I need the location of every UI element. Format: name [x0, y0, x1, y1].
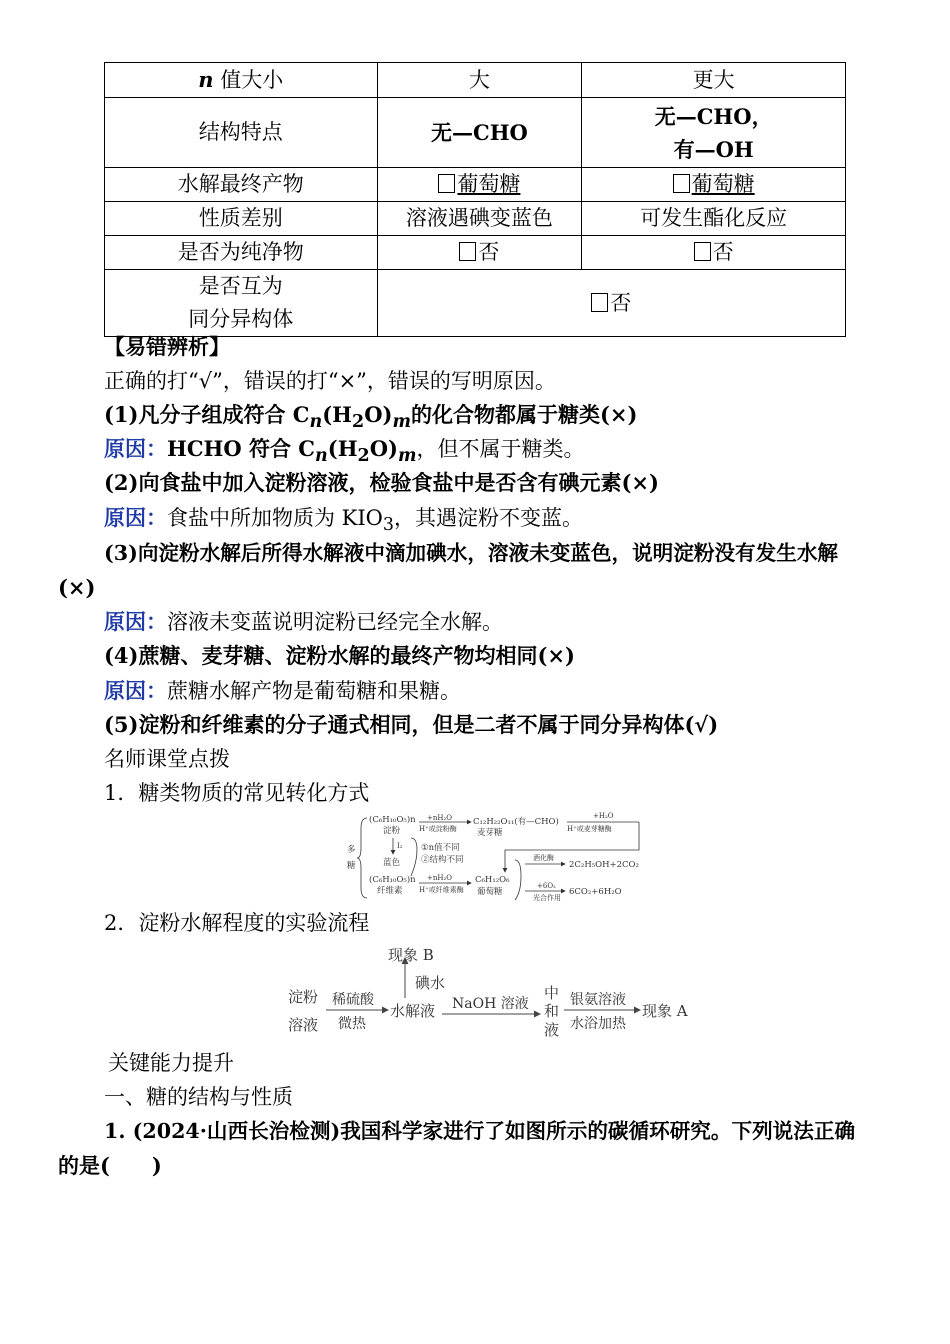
iodine-label: I₂: [397, 842, 403, 850]
text: ，但不属于糖类。: [416, 437, 585, 461]
blue-label: 蓝色: [383, 858, 401, 868]
table-cell: 无—CHO: [377, 98, 582, 168]
answer-box-icon: [694, 242, 711, 261]
ferment-product: 2C₂H₅OH+2CO₂: [569, 860, 639, 870]
table-cell: [582, 168, 846, 202]
subscript: 3: [382, 515, 395, 536]
photo-top: +6O₂: [537, 882, 556, 890]
subscript: m: [397, 446, 417, 467]
phenomenon-a: 现象 A: [642, 1002, 688, 1020]
subscript: n: [315, 446, 328, 467]
duo-label: 多: [347, 845, 356, 855]
table-row: [105, 63, 846, 98]
subscript: n: [309, 412, 323, 433]
cell-line: 是否互为: [198, 274, 283, 298]
reason-1: [104, 434, 585, 471]
table-row: [105, 202, 846, 236]
table-cell: 水解最终产物: [105, 168, 378, 202]
table-cell: 性质差别: [105, 202, 378, 236]
cond2-bottom: H⁺或麦芽糖酶: [567, 825, 612, 833]
error-section-title: 【易错辨析】: [104, 334, 230, 359]
section-heading-2: 2．淀粉水解程度的实验流程: [104, 911, 370, 935]
bracket-icon: [515, 860, 521, 900]
cellulose-formula: (C₆H₁₀O₅)n: [369, 875, 416, 885]
table-cell: 可发生酯化反应: [582, 202, 846, 236]
acid-label: 稀硫酸: [332, 992, 374, 1008]
answer-text: 否: [712, 240, 734, 264]
table-cell: [582, 236, 846, 270]
brace-icon: [357, 818, 367, 898]
answer-box-icon: [591, 293, 608, 312]
answer-box-icon: [459, 242, 476, 261]
text: O): [369, 436, 398, 461]
neutral-char-1: 中: [544, 984, 560, 1002]
ferment-label: 酒化酶: [533, 854, 554, 862]
solution-text: 溶液: [288, 1016, 319, 1034]
subscript: m: [392, 412, 411, 433]
neutral-char-2: 和: [544, 1002, 560, 1020]
water-bath-label: 水浴加热: [570, 1016, 626, 1032]
comparison-table: [104, 62, 846, 337]
naoh-label: NaOH 溶液: [452, 996, 529, 1012]
ability-subtitle: 一、糖的结构与性质: [104, 1085, 293, 1109]
photo-product: 6CO₂+6H₂O: [569, 887, 622, 897]
question-1-line-2: 的是( ): [58, 1153, 162, 1178]
n-symbol: n: [198, 67, 214, 92]
cond1-bottom: H⁺或淀粉酶: [419, 825, 457, 833]
cond1-top: +nH₂O: [427, 814, 453, 822]
table-cell: [582, 98, 846, 168]
phenomenon-b: 现象 B: [388, 946, 434, 964]
table-row: [105, 236, 846, 270]
reason-2: [104, 503, 583, 540]
error-item-3-cont: (×): [58, 575, 96, 600]
reason-4: [104, 676, 461, 706]
error-item-4: (4)蔗糖、麦芽糖、淀粉水解的最终产物均相同(×): [104, 643, 575, 668]
table-cell: [377, 270, 845, 337]
table-cell: 结构特点: [105, 98, 378, 168]
text: 蔗糖水解产物是葡萄糖和果糖。: [167, 679, 461, 703]
maltose-formula: C₁₂H₂₂O₁₁(有—CHO): [473, 817, 559, 827]
sugar-conversion-diagram: [345, 810, 645, 906]
hydrolysate-label: 水解液: [390, 1002, 436, 1020]
text: 食盐中所加物质为 KIO: [167, 506, 383, 530]
cond3-bottom: H⁺或纤维素酶: [419, 886, 464, 894]
subscript: 2: [352, 412, 365, 433]
bracket-icon: [411, 838, 417, 876]
maltose-label: 麦芽糖: [477, 828, 503, 838]
text: (H: [327, 436, 358, 461]
heat-label: 微热: [338, 1016, 366, 1032]
reason-label: 原因：: [104, 609, 167, 634]
starch-text: 淀粉: [288, 988, 319, 1006]
table-cell: 是否为纯净物: [105, 236, 378, 270]
error-item-2: (2)向食盐中加入淀粉溶液，检验食盐中是否含有碘元素(×): [104, 470, 659, 495]
ability-title: 关键能力提升: [108, 1051, 234, 1075]
cellulose-label: 纤维素: [377, 886, 403, 896]
cell-line: 同分异构体: [188, 307, 294, 331]
table-cell: 大: [377, 63, 582, 98]
glucose-formula: C₆H₁₂O₆: [475, 875, 510, 885]
text: O): [364, 402, 393, 427]
error-item-1: [104, 400, 637, 437]
glucose-label: 葡萄糖: [477, 887, 503, 897]
subscript: 2: [357, 446, 370, 467]
reason-label: 原因：: [104, 436, 167, 461]
neutral-char-3: 液: [544, 1021, 560, 1039]
reason-label: 原因：: [104, 678, 167, 703]
note-1: ①n值不同: [421, 843, 460, 853]
answer-text: 葡萄糖: [457, 172, 521, 196]
reason-3: [104, 607, 503, 637]
error-item-3: (3)向淀粉水解后所得水解液中滴加碘水，溶液未变蓝色，说明淀粉没有发生水解: [104, 541, 839, 565]
answer-box-icon: [438, 174, 455, 193]
cond2-top: +H₂O: [593, 812, 614, 820]
text: 的化合物都属于糖类(×): [410, 402, 638, 427]
answer-text: 葡萄糖: [691, 172, 755, 196]
text: (1)凡分子组成符合 C: [104, 402, 310, 427]
silver-label: 银氨溶液: [570, 992, 626, 1008]
row-label: 值大小: [220, 68, 284, 92]
iodine-label: 碘水: [415, 974, 446, 992]
text: 溶液未变蓝说明淀粉已经完全水解。: [167, 610, 503, 634]
starch-formula: (C₆H₁₀O₅)n: [369, 815, 416, 825]
tang-label: 糖: [347, 861, 356, 871]
answer-text: 否: [478, 240, 500, 264]
section-heading-1: 1．糖类物质的常见转化方式: [104, 781, 370, 805]
hydrolysis-flow-diagram: [280, 942, 710, 1042]
text: HCHO 符合 C: [167, 436, 316, 461]
answer-text: 否: [610, 290, 632, 315]
table-row: [105, 168, 846, 202]
photo-bottom: 光合作用: [533, 894, 561, 902]
table-row: [105, 98, 846, 168]
cell-line: 有—OH: [673, 136, 754, 162]
table-cell: [105, 270, 378, 337]
reason-label: 原因：: [104, 505, 167, 530]
table-row: [105, 270, 846, 337]
starch-label: 淀粉: [383, 826, 401, 836]
table-cell: 更大: [582, 63, 846, 98]
table-cell: 溶液遇碘变蓝色: [377, 202, 582, 236]
note-2: ②结构不同: [421, 855, 464, 865]
answer-box-icon: [673, 174, 690, 193]
question-1-line-1: 1. (2024·山西长治检测)我国科学家进行了如图所示的碳循环研究。下列说法正确: [104, 1119, 856, 1143]
cell-line: 无—CHO，: [654, 103, 773, 129]
error-item-5: (5)淀粉和纤维素的分子通式相同，但是二者不属于同分异构体(√): [104, 712, 719, 737]
table-cell: [377, 168, 582, 202]
text: ，其遇淀粉不变蓝。: [394, 506, 584, 530]
table-cell: [377, 236, 582, 270]
teacher-title: 名师课堂点拨: [104, 747, 230, 771]
text: (H: [322, 402, 353, 427]
cond3-top: +nH₂O: [427, 874, 453, 882]
table-cell: [105, 63, 378, 98]
error-intro: 正确的打“√”，错误的打“×”，错误的写明原因。: [104, 369, 556, 393]
